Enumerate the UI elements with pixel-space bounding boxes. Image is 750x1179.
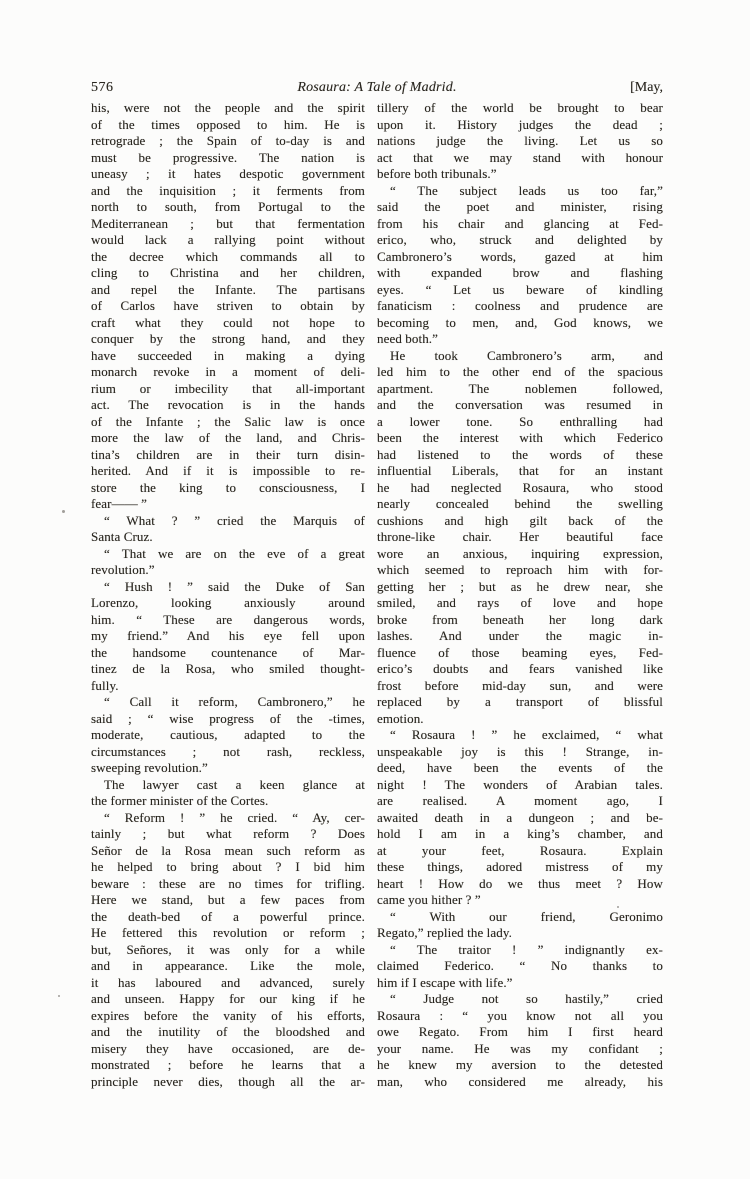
text-line: fluence of those beaming eyes, Fed- xyxy=(377,644,663,660)
text-line: the former minister of the Cortes. xyxy=(91,793,269,808)
text-line: a lower tone. So enthralling had xyxy=(377,413,663,429)
text-line: tinez de la Rosa, who smiled thought- xyxy=(91,661,365,676)
text-line: your name. He was my confidant ; xyxy=(377,1040,663,1056)
text-line: throne-like chair. Her beautiful face xyxy=(377,529,663,544)
text-line: heart ! How do we thus meet ? How xyxy=(377,875,663,891)
text-line: erico’s doubts and fears vanished like xyxy=(377,661,663,676)
text-line: Señor de la Rosa mean such reform as xyxy=(91,842,365,858)
text-line: apartment. The noblemen followed, xyxy=(377,380,663,396)
text-line: erico, who, struck and delighted by xyxy=(377,232,663,247)
text-line: “ Judge not so hastily,” cried xyxy=(390,991,663,1006)
text-line: fear—— ” xyxy=(91,496,148,511)
text-line: act. The revocation is in the hands xyxy=(91,397,365,412)
scan-speck xyxy=(58,995,60,997)
text-line: “ Call it reform, Cambronero,” he xyxy=(104,694,365,709)
text-line: Mediterranean ; but that fermentation xyxy=(91,215,365,231)
text-line: circumstances ; not rash, reckless, xyxy=(91,743,365,759)
text-line: and in appearance. Like the mole, xyxy=(91,958,365,973)
text-line: lashes. And under the magic in- xyxy=(377,628,663,643)
page-header xyxy=(91,80,663,96)
text-line: of Carlos have striven to obtain by xyxy=(91,298,365,313)
text-line: frost before mid-day sun, and were xyxy=(377,677,663,693)
text-line: tainly ; but what reform ? Does xyxy=(91,826,365,841)
text-line: it has laboured and advanced, surely xyxy=(91,974,365,990)
text-line: smiled, and rays of love and hope xyxy=(377,595,663,610)
text-line: he had neglected Rosaura, who stood xyxy=(377,479,663,495)
text-line: revolution.” xyxy=(91,562,155,577)
text-line: “ Rosaura ! ” he exclaimed, “ what xyxy=(390,727,663,742)
text-line: led him to the other end of the spacious xyxy=(377,364,663,379)
text-line: the handsome countenance of Mar- xyxy=(91,644,365,660)
text-line: of the Infante ; the Salic law is once xyxy=(91,413,365,429)
text-line: said the poet and minister, rising xyxy=(377,199,663,214)
text-line: came you hither ? ” xyxy=(377,892,481,907)
text-line: but, Señores, it was only for a while xyxy=(91,941,365,957)
text-line: retrograde ; the Spain of to-day is and xyxy=(91,133,365,148)
text-line: and the conversation was resumed in xyxy=(377,397,663,412)
text-line: moderate, cautious, adapted to the xyxy=(91,727,365,742)
text-line: influential Liberals, that for an instant xyxy=(377,463,663,478)
text-line: broke from beneath her long dark xyxy=(377,611,663,627)
text-line: replaced by a transport of blissful xyxy=(377,694,663,709)
text-line: “ Reform ! ” he cried. “ Ay, cer- xyxy=(104,809,365,825)
text-line: him. “ These are dangerous words, xyxy=(91,611,365,627)
text-line: monstrated ; before he learns that a xyxy=(91,1057,365,1072)
text-line: would lack a rallying point without xyxy=(91,232,365,247)
text-line: deed, have been the events of the xyxy=(377,760,663,775)
text-line: uneasy ; it hates despotic government xyxy=(91,166,365,181)
text-line: awaited death in a dungeon ; and be- xyxy=(377,809,663,825)
text-line: are realised. A moment ago, I xyxy=(377,793,663,808)
text-line: conquer by the strong hand, and they xyxy=(91,331,365,346)
text-line: upon it. History judges the dead ; xyxy=(377,116,663,132)
text-line: wore an anxious, inquiring expression, xyxy=(377,545,663,561)
text-line: Santa Cruz. xyxy=(91,529,153,544)
text-line: at your feet, Rosaura. Explain xyxy=(377,842,663,858)
text-line: the death-bed of a powerful prince. xyxy=(91,908,365,924)
text-line: the decree which commands all to xyxy=(91,248,365,264)
text-line: he helped to bring about ? I bid him xyxy=(91,859,365,874)
text-line: The lawyer cast a keen glance at xyxy=(104,776,365,792)
text-line: of the times opposed to him. He is xyxy=(91,116,365,132)
text-line: “ With our friend, Geronimo xyxy=(390,908,663,924)
running-title: Rosaura: A Tale of Madrid. xyxy=(297,80,457,95)
text-line: he knew my aversion to the detested xyxy=(377,1057,663,1072)
text-line: nearly concealed behind the swelling xyxy=(377,496,663,511)
text-line: eyes. “ Let us beware of kindling xyxy=(377,281,663,297)
text-line: his, were not the people and the spirit xyxy=(91,100,365,115)
text-line: “ The traitor ! ” indignantly ex- xyxy=(390,941,663,957)
text-line: fanaticism : coolness and prudence are xyxy=(377,298,663,313)
text-line: cling to Christina and her children, xyxy=(91,265,365,280)
text-line: had listened to the words of these xyxy=(377,446,663,462)
text-line: my friend.” And his eye fell upon xyxy=(91,628,365,643)
text-line: have succeeded in making a dying xyxy=(91,347,365,363)
text-line: cushions and high gilt back of the xyxy=(377,512,663,528)
issue-date: [May, xyxy=(630,80,663,95)
text-line: Here we stand, but a few paces from xyxy=(91,892,365,907)
text-line: said ; “ wise progress of the -times, xyxy=(91,710,365,726)
scan-speck xyxy=(617,906,619,908)
text-line: becoming to men, and, God knows, we xyxy=(377,314,663,330)
text-line: herited. And if it is impossible to re- xyxy=(91,463,365,478)
text-line: tina’s children are in their turn disin- xyxy=(91,446,365,462)
text-line: need both.” xyxy=(377,331,439,346)
page-number: 576 xyxy=(91,80,114,95)
text-line: beware : these are no times for trifling. xyxy=(91,875,365,891)
text-line: monarch revoke in a moment of deli- xyxy=(91,364,365,379)
text-line: tillery of the world be brought to bear xyxy=(377,100,663,115)
text-line: sweeping revolution.” xyxy=(91,760,208,775)
text-line: north to south, from Portugal to the xyxy=(91,199,365,214)
text-line: fully. xyxy=(91,677,119,693)
text-line: “ That we are on the eve of a great xyxy=(104,545,365,561)
body-text xyxy=(91,100,663,1090)
text-line: and the inutility of the bloodshed and xyxy=(91,1024,365,1039)
text-line: misery they have occasioned, are de- xyxy=(91,1040,365,1056)
text-line: and unseen. Happy for our king if he xyxy=(91,991,365,1006)
text-line: He fettered this revolution or reform ; xyxy=(91,925,365,940)
text-line: these things, adored mistress of my xyxy=(377,859,663,874)
text-line: and the inquisition ; it ferments from xyxy=(91,182,365,198)
text-line: and repel the Infante. The partisans xyxy=(91,281,365,297)
text-line: Cambronero’s words, gazed at him xyxy=(377,248,663,264)
text-line: hold I am in a king’s chamber, and xyxy=(377,826,663,841)
text-line: man, who considered me already, his xyxy=(377,1073,663,1089)
text-line: unspeakable joy is this ! Strange, in- xyxy=(377,743,663,759)
text-line: “ The subject leads us too far,” xyxy=(390,182,663,198)
text-line: store the king to consciousness, I xyxy=(91,479,365,495)
text-line: expires before the vanity of his efforts, xyxy=(91,1007,365,1023)
text-line: him if I escape with life.” xyxy=(377,974,513,990)
text-line: rium or imbecility that all-important xyxy=(91,380,365,396)
text-line: emotion. xyxy=(377,710,424,726)
text-line: Regato,” replied the lady. xyxy=(377,925,512,940)
text-line: owe Regato. From him I first heard xyxy=(377,1024,663,1039)
text-line: before both tribunals.” xyxy=(377,166,497,181)
text-line: He took Cambronero’s arm, and xyxy=(390,347,663,363)
text-line: Lorenzo, looking anxiously around xyxy=(91,595,365,610)
text-line: more the law of the land, and Chris- xyxy=(91,430,365,445)
text-line: principle never dies, though all the ar- xyxy=(91,1073,365,1089)
scan-speck xyxy=(62,510,65,513)
text-line: nations judge the living. Let us so xyxy=(377,133,663,148)
text-line: getting her ; but as he drew near, she xyxy=(377,578,663,594)
text-line: from his chair and glancing at Fed- xyxy=(377,215,663,231)
text-line: “ Hush ! ” said the Duke of San xyxy=(104,578,365,594)
text-line: “ What ? ” cried the Marquis of xyxy=(104,512,365,528)
text-line: been the interest with which Federico xyxy=(377,430,663,445)
text-line: craft what they could not hope to xyxy=(91,314,365,330)
text-line: Rosaura : “ you know not all you xyxy=(377,1007,663,1023)
left-column xyxy=(91,100,365,1090)
text-line: with expanded brow and flashing xyxy=(377,265,663,280)
text-line: claimed Federico. “ No thanks to xyxy=(377,958,663,973)
text-line: must be progressive. The nation is xyxy=(91,149,365,165)
right-column xyxy=(377,100,663,1090)
text-line: night ! The wonders of Arabian tales. xyxy=(377,776,663,792)
text-line: act that we may stand with honour xyxy=(377,149,663,165)
text-line: which seemed to reproach him with for- xyxy=(377,562,663,577)
